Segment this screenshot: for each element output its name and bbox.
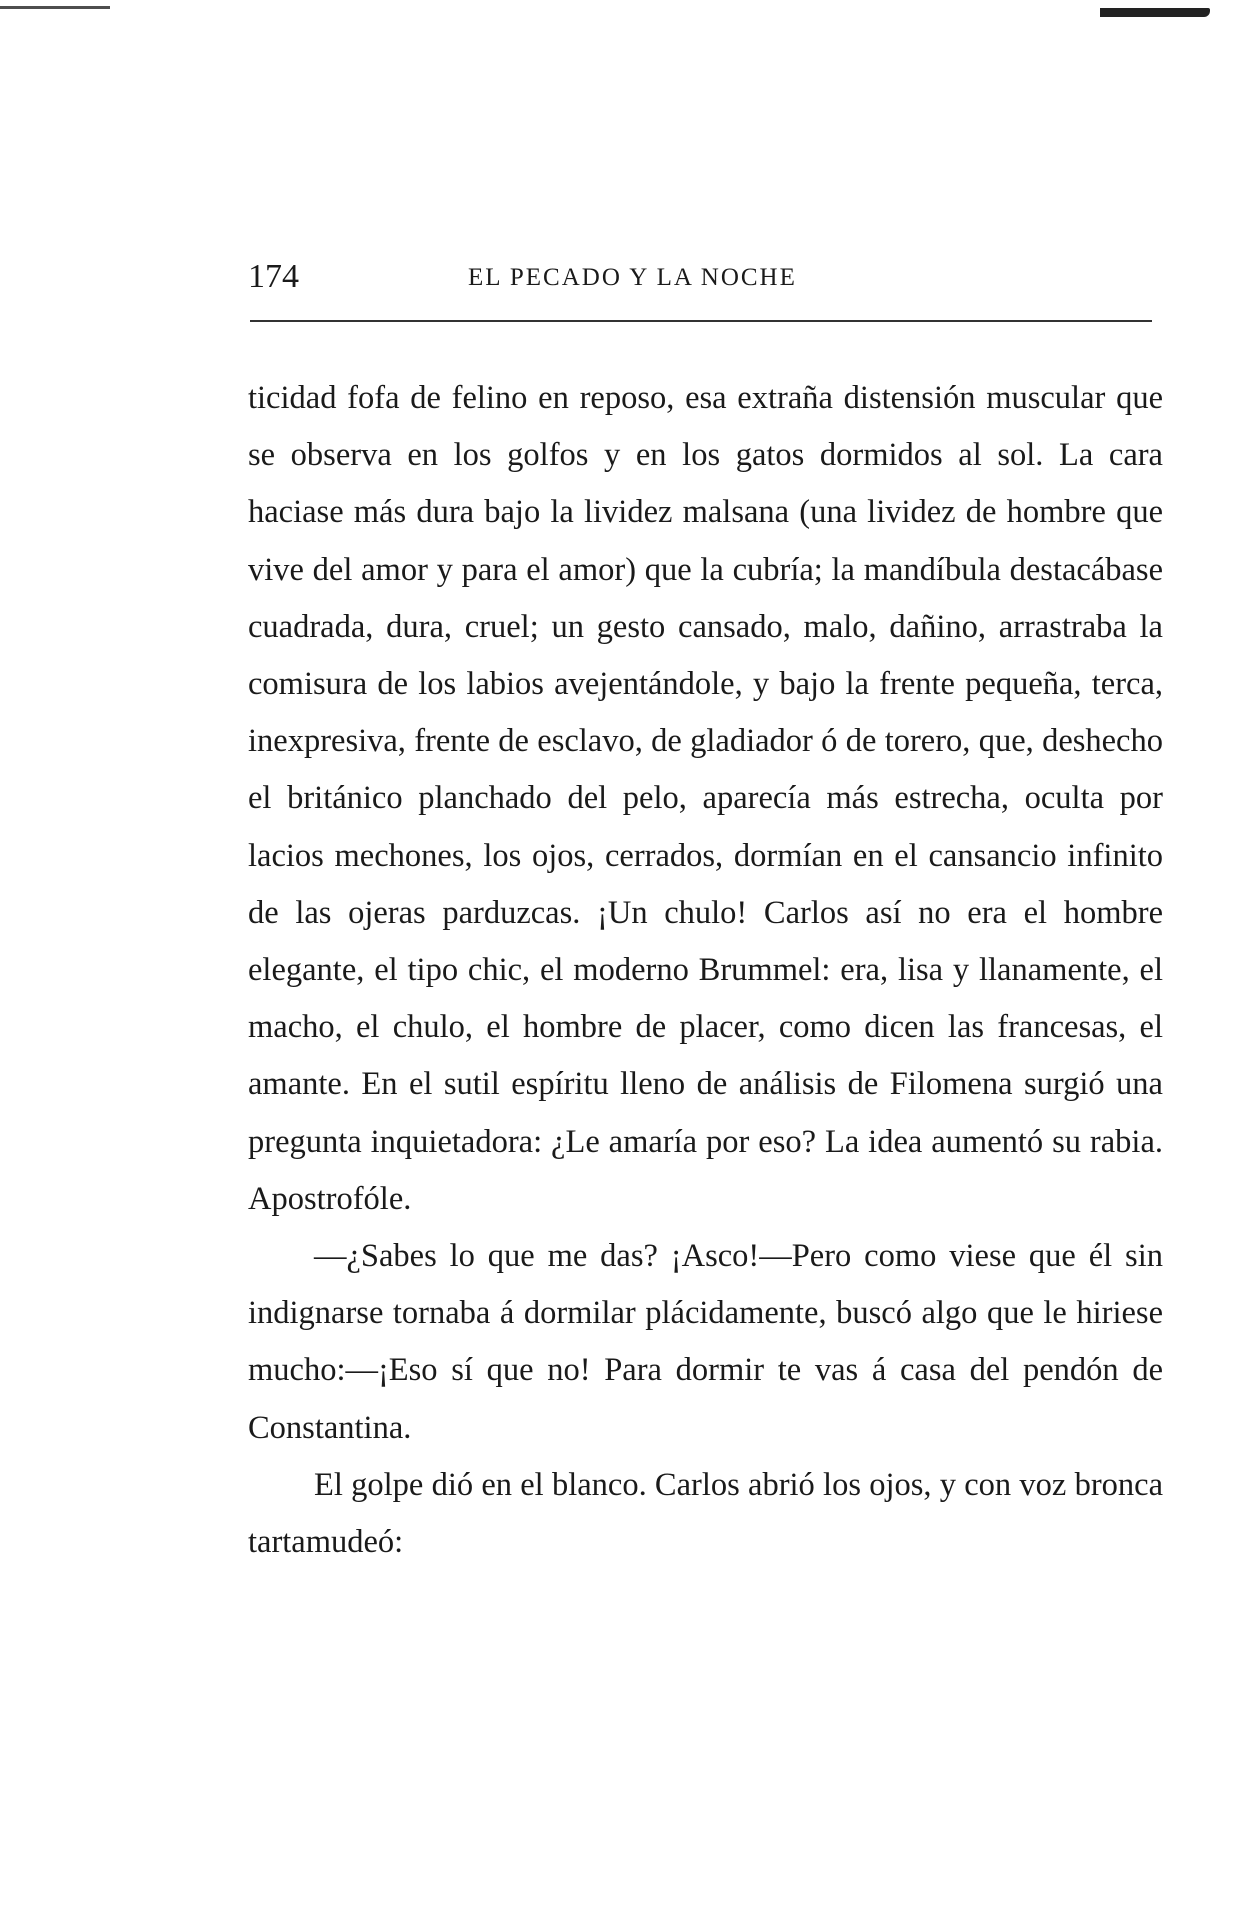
page-number: 174 — [248, 258, 299, 295]
paragraph: ticidad fofa de felino en reposo, esa extraña distensión muscular que se observa en los golfos y en los gatos dormidos al sol. La cara haciase más dura bajo la lividez malsana (una lividez de hombre que vive del amor y para el amor) que la cubría; la mandíbula destacábase cuadrada, dura, cruel; un gesto cansado, malo, dañino, arrastraba la comisura de los labios avejentándole, y bajo la frente pequeña, terca, inexpresiva, frente de esclavo, de gladiador ó de torero, que, deshecho el británico planchado del pelo, aparecía más estrecha, oculta por lacios mechones, los ojos, cerrados, dormían en el cansancio infinito de las ojeras parduzcas. ¡Un chulo! Carlos así no era el hombre elegante, el tipo chic, el moderno Brummel: era, lisa y llanamente, el macho, el chulo, el hombre de placer, como dicen las francesas, el amante. En el sutil espíritu lleno de análisis de Filomena surgió una pregunta inquietadora: ¿Le amaría por eso? La idea aumentó su rabia. Apostrofóle. — [248, 380, 1163, 1217]
header-rule — [250, 320, 1152, 322]
paragraph: —¿Sabes lo que me das? ¡Asco!—Pero como viese que él sin indignarse tornaba á dormilar plácidamente, buscó algo que le hiriese mucho:—¡Eso sí que no! Para dormir te vas á casa del pendón de Constantina. — [248, 1238, 1163, 1446]
scan-edge-mark — [0, 6, 110, 9]
running-title: EL PECADO Y LA NOCHE — [468, 264, 797, 291]
page-header — [248, 258, 1158, 318]
body-text — [248, 370, 1163, 1571]
paragraph: El golpe dió en el blanco. Carlos abrió los ojos, y con voz bronca tartamudeó: — [248, 1466, 1163, 1561]
scan-edge-mark — [1100, 8, 1210, 17]
